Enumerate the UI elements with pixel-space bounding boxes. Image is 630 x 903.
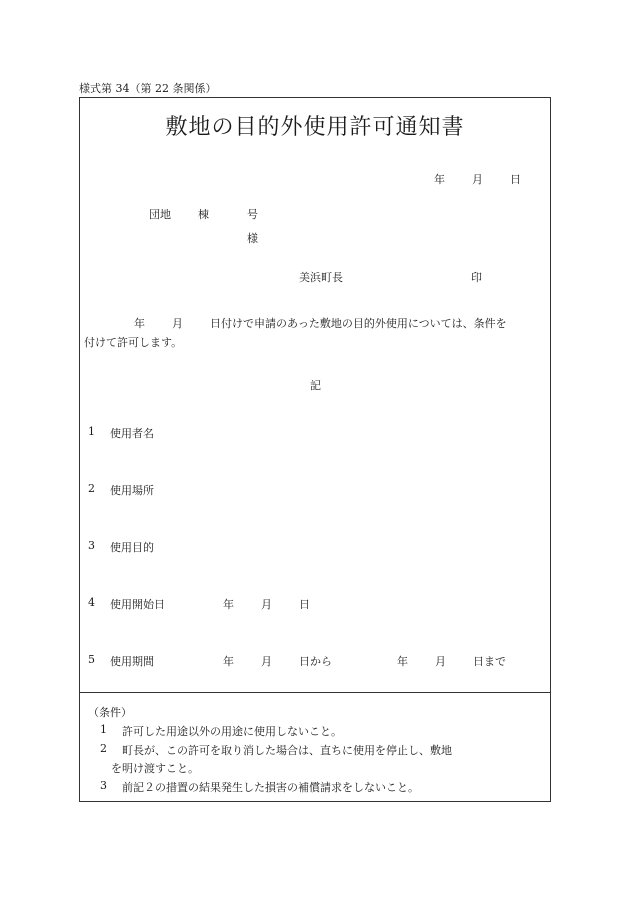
item-4-label: 使用開始日 — [110, 598, 165, 611]
item-1-label: 使用者名 — [110, 427, 154, 440]
item-2-label: 使用場所 — [110, 484, 154, 497]
conditions-divider — [80, 692, 550, 693]
form-reference: 様式第 34（第 22 条関係） — [79, 82, 217, 95]
addressee-honorific: 様 — [247, 232, 258, 245]
item-5-year: 年 — [223, 655, 234, 668]
condition-3-number: 3 — [100, 779, 107, 792]
ki-heading: 記 — [310, 379, 321, 392]
item-5-label: 使用期間 — [110, 655, 154, 668]
item-5-number: 5 — [88, 653, 95, 666]
item-5-month-end: 月 — [435, 655, 446, 668]
item-5-month: 月 — [261, 655, 272, 668]
item-5-day-from: 日から — [299, 655, 332, 668]
condition-2-text-cont: を明け渡すこと。 — [111, 762, 199, 775]
date-month-label: 月 — [472, 173, 483, 186]
item-3-number: 3 — [88, 539, 95, 552]
condition-2-number: 2 — [100, 742, 107, 755]
addressee-number: 号 — [247, 208, 258, 221]
item-4-month: 月 — [261, 598, 272, 611]
body-text-line1: 日付けで申請のあった敷地の目的外使用については、条件を — [210, 317, 507, 330]
item-5-year-end: 年 — [397, 655, 408, 668]
notice-form-box — [79, 97, 551, 802]
page-title: 敷地の目的外使用許可通知書 — [165, 115, 465, 140]
date-year-label: 年 — [434, 173, 445, 186]
date-day-label: 日 — [510, 173, 521, 186]
condition-1-text: 許可した用途以外の用途に使用しないこと。 — [122, 725, 342, 738]
condition-2-text: 町長が、この許可を取り消した場合は、直ちに使用を停止し、敷地 — [122, 744, 452, 757]
condition-3-text: 前記２の措置の結果発生した損害の補償請求をしないこと。 — [122, 781, 419, 794]
body-year-label: 年 — [134, 317, 145, 330]
issuer-seal: 印 — [471, 271, 482, 284]
addressee-building: 棟 — [198, 208, 209, 221]
addressee-danchi: 団地 — [149, 208, 171, 221]
conditions-header: （条件） — [88, 706, 132, 719]
item-5-day-to: 日まで — [473, 655, 506, 668]
item-2-number: 2 — [88, 482, 95, 495]
item-1-number: 1 — [88, 425, 95, 438]
item-4-day: 日 — [299, 598, 310, 611]
condition-1-number: 1 — [100, 723, 107, 736]
item-4-year: 年 — [223, 598, 234, 611]
issuer-name: 美浜町長 — [299, 271, 343, 284]
body-text-line2: 付けて許可します。 — [84, 336, 183, 349]
body-month-label: 月 — [172, 317, 183, 330]
item-4-number: 4 — [88, 596, 95, 609]
item-3-label: 使用目的 — [110, 541, 154, 554]
